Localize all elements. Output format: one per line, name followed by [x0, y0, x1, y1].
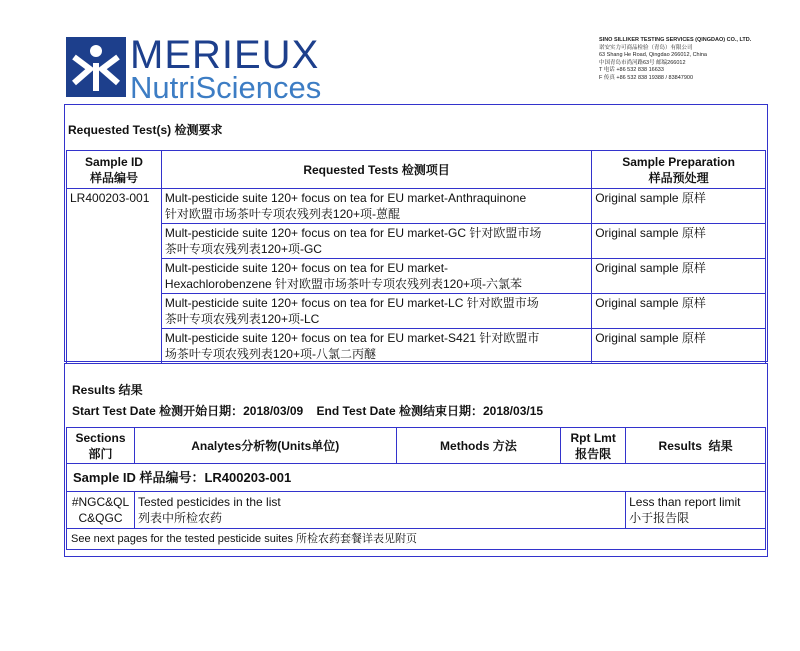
results-header: Results 结果	[626, 428, 766, 464]
section-line1: #NGC&QL	[71, 495, 130, 509]
test-line2: Hexachlorobenzene 针对欧盟市场茶叶专项农残列表120+项-六氯苯	[164, 277, 523, 291]
test-cell	[161, 259, 591, 294]
table-row	[67, 492, 766, 529]
rpt-lmt-header-en: Rpt Lmt	[570, 430, 616, 445]
test-line1: Mult-pesticide suite 120+ focus on tea for EU market-Anthraquinone	[164, 191, 527, 205]
sample-prep-header-cn: 样品预处理	[648, 170, 709, 185]
requested-tests-title: Requested Test(s) 检测要求	[68, 123, 223, 137]
prep-cell: Original sample 原样	[592, 189, 766, 224]
test-cell	[161, 224, 591, 259]
test-line2: 场茶叶专项农残列表120+项-八氯二丙醚	[164, 347, 376, 361]
company-address: 63 Shang He Road, Qingdao 266012, China	[599, 52, 707, 58]
company-name-cn: 诺安实力可商品检验（青岛）有限公司	[599, 44, 693, 51]
test-line2: 茶叶专项农残列表120+项-GC	[164, 242, 322, 256]
analyte-line2: 列表中所检农药	[137, 511, 222, 525]
test-cell	[161, 294, 591, 329]
result-cell	[626, 492, 766, 529]
table-row	[67, 294, 766, 329]
results-table	[66, 427, 766, 550]
sample-prep-header	[592, 151, 766, 189]
prep-cell: Original sample 原样	[592, 259, 766, 294]
analyte-line1: Tested pesticides in the list	[137, 495, 281, 509]
test-cell	[161, 329, 591, 364]
company-address-cn: 中国青岛市尚河路63号 邮编266012	[599, 59, 686, 66]
analytes-header: Analytes分析物(Units单位)	[134, 428, 396, 464]
sample-id-header-cn: 样品编号	[89, 170, 138, 185]
sample-id-row	[67, 464, 766, 492]
test-line1: Mult-pesticide suite 120+ focus on tea for EU market-GC 针对欧盟市场	[164, 226, 542, 240]
prep-cell: Original sample 原样	[592, 294, 766, 329]
logo-subname: NutriSciences	[130, 70, 322, 105]
logo-mark-icon	[66, 37, 126, 97]
sample-id-header	[67, 151, 162, 189]
analyte-cell	[134, 492, 625, 529]
company-tel: T 电话 +86 532 838 16633	[599, 67, 664, 73]
rpt-lmt-header	[561, 428, 626, 464]
test-line1: Mult-pesticide suite 120+ focus on tea for EU market-S421 针对欧盟市	[164, 331, 540, 345]
note-row	[67, 529, 766, 550]
table-row	[67, 189, 766, 224]
requested-tests-header: Requested Tests 检测项目	[161, 151, 591, 189]
sections-header	[67, 428, 135, 464]
test-line1: Mult-pesticide suite 120+ focus on tea for EU market-LC 针对欧盟市场	[164, 296, 539, 310]
test-cell	[161, 189, 591, 224]
sample-prep-header-en: Sample Preparation	[622, 154, 735, 169]
test-line1: Mult-pesticide suite 120+ focus on tea for EU market-	[164, 261, 449, 275]
table-row	[67, 224, 766, 259]
sample-id-label: Sample ID 样品编号：LR400203-001	[67, 464, 766, 492]
prep-cell: Original sample 原样	[592, 224, 766, 259]
sections-header-en: Sections	[75, 430, 126, 445]
section-line2: C&QGC	[78, 511, 123, 525]
prep-cell: Original sample 原样	[592, 329, 766, 364]
requested-header-row	[67, 151, 766, 189]
table-row	[67, 329, 766, 364]
logo-name: MERIEUX	[130, 33, 320, 77]
sample-id-header-en: Sample ID	[84, 154, 143, 169]
result-line1: Less than report limit	[629, 495, 741, 509]
test-dates: Start Test Date 检测开始日期：2018/03/09 End Test Date 检测结束日期：2018/03/15	[72, 404, 544, 418]
table-row	[67, 259, 766, 294]
result-line2: 小于报告限	[629, 511, 690, 525]
sections-header-cn: 部门	[88, 446, 113, 461]
results-header-row	[67, 428, 766, 464]
company-info	[599, 37, 794, 82]
results-title: Results 结果	[72, 383, 143, 397]
sample-id-cell: LR400203-001	[67, 189, 162, 364]
rpt-lmt-header-cn: 报告限	[575, 446, 612, 461]
pesticide-suite-note: See next pages for the tested pesticide suites 所检农药套餐详表见附页	[67, 529, 766, 550]
methods-header: Methods 方法	[396, 428, 561, 464]
company-fax: F 传真 +86 532 838 19388 / 83847900	[599, 74, 694, 81]
company-name: SINO SILLIKER TESTING SERVICES (QINGDAO) CO., LTD.	[599, 37, 752, 43]
requested-tests-table	[66, 150, 766, 364]
merieux-logo	[66, 33, 328, 105]
test-line2: 针对欧盟市场茶叶专项农残列表120+项-蒽醌	[164, 207, 400, 221]
test-line2: 茶叶专项农残列表120+项-LC	[164, 312, 320, 326]
section-cell	[67, 492, 135, 529]
